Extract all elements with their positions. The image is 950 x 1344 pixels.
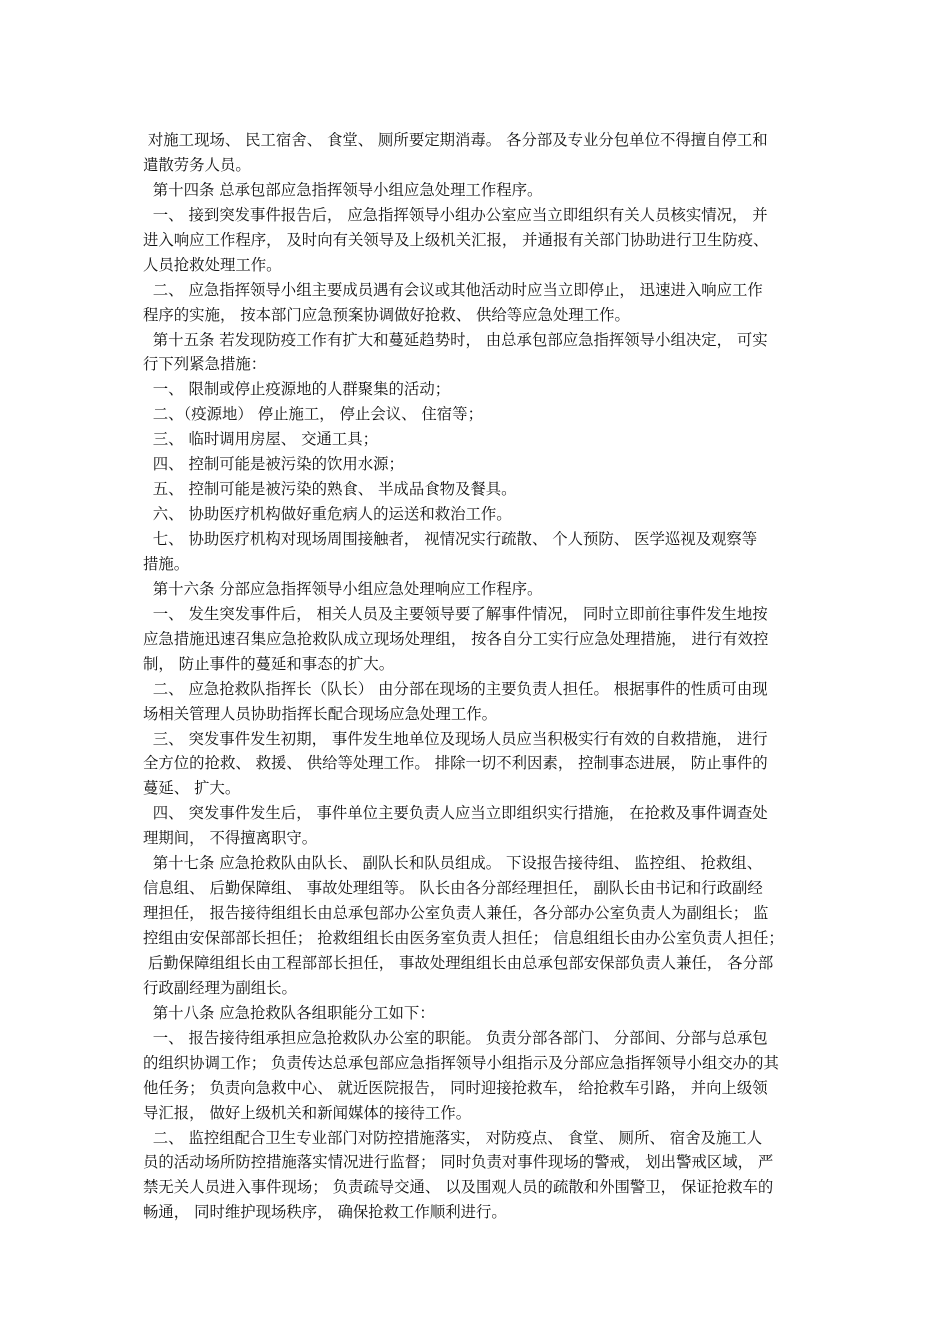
text-line: 控组由安保部部长担任； 抢救组组长由医务室负责人担任； 信息组组长由办公室负责人担任； — [143, 929, 784, 947]
text-line: 行下列紧急措施： — [143, 355, 267, 374]
text-line: 理担任， 报告接待组组长由总承包部办公室负责人兼任，各分部办公室负责人为副组长； 监 — [143, 904, 769, 923]
text-line: 进入响应工作程序， 及时向有关领导及上级机关汇报， 并通报有关部门协助进行卫生防疫、 — [143, 230, 769, 249]
text-line: 全方位的抢救、 救援、 供给等处理工作。 排除一切不利因素， 控制事态进展， 防止事件的 — [143, 754, 768, 773]
text-line: 制， 防止事件的蔓延和事态的扩大。 — [143, 654, 395, 673]
text-line: 程序的实施， 按本部门应急预案协调做好抢救、 供给等应急处理工作。 — [143, 305, 630, 324]
text-line: 他任务； 负责向急救中心、 就近医院报告， 同时迎接抢救车， 给抢救车引路， 并向上级领 — [143, 1078, 768, 1097]
article-17-heading: 第十七条 应急抢救队由队长、 副队长和队员组成。 下设报告接待组、 监控组、 抢救组、 — [143, 854, 763, 873]
text-line: 禁无关人员进入事件现场； 负责疏导交通、 以及围观人员的疏散和外围警卫， 保证抢救车的 — [143, 1178, 774, 1197]
text-line: 三、 突发事件发生初期， 事件发生地单位及现场人员应当积极实行有效的自救措施， 进行 — [143, 729, 768, 748]
text-line: 蔓延、 扩大。 — [143, 779, 241, 798]
article-15-heading: 第十五条 若发现防疫工作有扩大和蔓延趋势时， 由总承包部应急指挥领导小组决定， 可实 — [143, 330, 768, 349]
text-line: 导汇报， 做好上级机关和新闻媒体的接待工作。 — [143, 1103, 472, 1122]
document-body — [143, 128, 808, 1225]
text-line: 一、 限制或停止疫源地的人群聚集的活动； — [143, 380, 451, 399]
text-line: 措施。 — [143, 554, 190, 573]
article-16-heading: 第十六条 分部应急指挥领导小组应急处理响应工作程序。 — [143, 579, 543, 598]
text-line: 四、 突发事件发生后， 事件单位主要负责人应当立即组织实行措施， 在抢救及事件调查处 — [143, 804, 768, 823]
text-line: 二、 监控组配合卫生专业部门对防控措施落实， 对防疫点、 食堂、 厕所、 宿舍及施工人 — [143, 1128, 763, 1147]
text-line: 应急措施迅速召集应急抢救队成立现场处理组， 按各自分工实行应急处理措施， 进行有效控 — [143, 629, 769, 648]
text-line: 人员抢救处理工作。 — [143, 255, 282, 274]
text-line: 七、 协助医疗机构对现场周围接触者， 视情况实行疏散、 个人预防、 医学巡视及观察等 — [143, 530, 758, 548]
text-line: 信息组、 后勤保障组、 事故处理组等。 队长由各分部经理担任， 副队长由书记和行政副经 — [143, 879, 763, 898]
text-line: 遣散劳务人员。 — [143, 155, 251, 174]
article-18-heading: 第十八条 应急抢救队各组职能分工如下： — [143, 1003, 435, 1022]
text-line: 一、 发生突发事件后， 相关人员及主要领导要了解事件情况， 同时立即前往事件发生地按 — [143, 604, 768, 623]
text-line: 理期间， 不得擅离职守。 — [143, 829, 318, 848]
text-line: 六、 协助医疗机构做好重危病人的运送和救治工作。 — [143, 505, 512, 524]
text-line: 畅通， 同时维护现场秩序， 确保抢救工作顺利进行。 — [143, 1203, 507, 1222]
text-line: 五、 控制可能是被污染的熟食、 半成品食物及餐具。 — [143, 480, 517, 499]
text-line: 二、 应急指挥领导小组主要成员遇有会议或其他活动时应当立即停止， 迅速进入响应工作 — [143, 280, 763, 299]
text-line: 行政副经理为副组长。 — [143, 978, 297, 997]
text-line: 的组织协调工作； 负责传达总承包部应急指挥领导小组指示及分部应急指挥领导小组交办的其 — [143, 1053, 779, 1072]
text-line: 三、 临时调用房屋、 交通工具； — [143, 430, 379, 449]
text-line: 一、 报告接待组承担应急抢救队办公室的职能。 负责分部各部门、 分部间、分部与总承包 — [143, 1028, 768, 1047]
article-14-heading: 第十四条 总承包部应急指挥领导小组应急处理工作程序。 — [143, 180, 543, 199]
text-line: 一、 接到突发事件报告后， 应急指挥领导小组办公室应当立即组织有关人员核实情况， 并 — [143, 205, 768, 224]
text-line: 员的活动场所防控措施落实情况进行监督； 同时负责对事件现场的警戒， 划出警戒区域， 严 — [143, 1153, 774, 1172]
text-line: 对施工现场、 民工宿舍、 食堂、 厕所要定期消毒。 各分部及专业分包单位不得擅自停工和 — [143, 131, 768, 149]
text-line: 场相关管理人员协助指挥长配合现场应急处理工作。 — [143, 704, 497, 723]
text-line: 二、（疫源地） 停止施工， 停止会议、 住宿等； — [143, 405, 483, 424]
text-line: 后勤保障组组长由工程部部长担任， 事故处理组组长由总承包部安保部负责人兼任， 各分部 — [143, 953, 774, 972]
text-line: 二、 应急抢救队指挥长（队长） 由分部在现场的主要负责人担任。 根据事件的性质可由现 — [143, 679, 768, 698]
text-line: 四、 控制可能是被污染的饮用水源； — [143, 455, 404, 474]
